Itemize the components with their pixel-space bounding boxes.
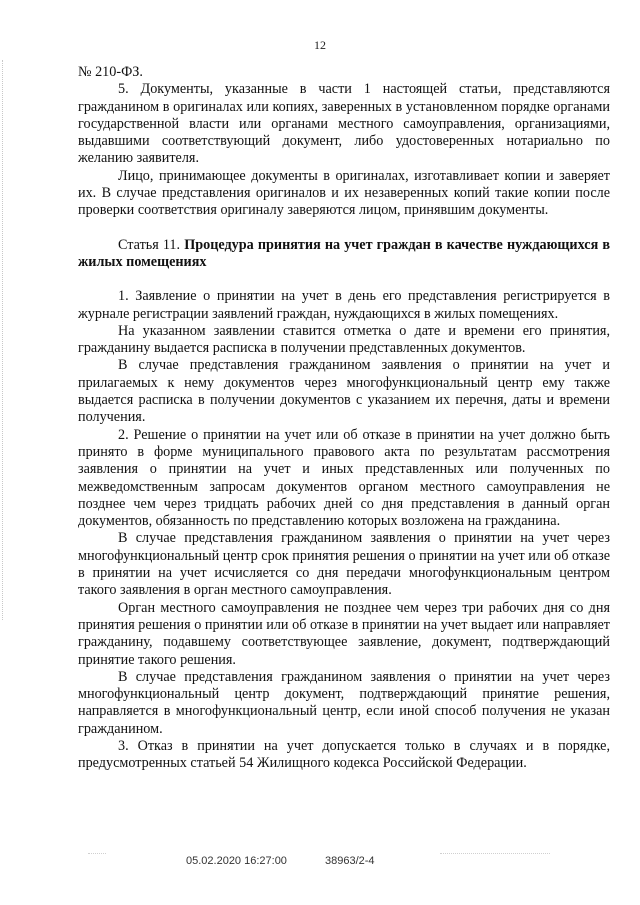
law-reference: № 210-ФЗ. xyxy=(78,64,143,80)
article-label: Статья 11. xyxy=(118,236,181,253)
scan-noise-artifact xyxy=(88,853,106,864)
scan-noise-artifact xyxy=(440,853,550,864)
footer-doc-number: 38963/2-4 xyxy=(325,855,375,867)
document-body xyxy=(78,64,610,773)
paragraph: 5. Документы, указанные в части 1 настоящей статьи, представляются гражданином в оригиналах или копиях, заверенных в установленном порядке органами государственной власти или органами местного самоуправления, организациями, выдавшими соответствующий документ, либо удостоверенных нотариально по желанию заявителя. xyxy=(78,81,610,167)
paragraph: 3. Отказ в принятии на учет допускается только в случаях и в порядке, предусмотренных статьей 54 Жилищного кодекса Российской Федерации. xyxy=(78,737,610,772)
paragraph: В случае представления гражданином заявления о принятии на учет и прилагаемых к нему документов через многофункциональный центр ему также выдается расписка в получении документов с указанием их перечня, даты и времени получения. xyxy=(78,357,610,426)
footer-timestamp: 05.02.2020 16:27:00 xyxy=(186,855,287,867)
page-number: 12 xyxy=(314,38,326,52)
paragraph: На указанном заявлении ставится отметка о дате и времени его принятия, гражданину выдается расписка в получении представленных документов. xyxy=(78,322,610,357)
scan-edge-artifact xyxy=(2,60,5,620)
article-title: Процедура принятия на учет граждан в качестве нуждающихся в жилых помещениях xyxy=(78,236,611,270)
paragraph: В случае представления гражданином заявления о принятии на учет через многофункциональный центр срок принятия решения о принятии на учет или об отказе в принятии на учет исчисляется со дня передачи многофункциональным центром такого заявления в орган местного самоуправления. xyxy=(78,530,610,599)
paragraph: 2. Решение о принятии на учет или об отказе в принятии на учет должно быть принято в форме муниципального правового акта по результатам рассмотрения заявления о принятии на учет и иных представленных или полученных по межведомственным запросам документов органом местного самоуправления не позднее чем через тридцать рабочих дней со дня представления в данный орган документов, обязанность по представлению которых возложена на гражданина. xyxy=(78,426,610,530)
paragraph: В случае представления гражданином заявления о принятии на учет через многофункциональный центр документ, подтверждающий принятие решения, направляется в многофункциональный центр, если иной способ получения не указан гражданином. xyxy=(78,668,610,737)
paragraph: Орган местного самоуправления не позднее чем через три рабочих дня со дня принятия решения о принятии или об отказе в принятии на учет выдает или направляет гражданину, подавшему соответствующее заявление, документ, подтверждающий принятие такого решения. xyxy=(78,599,610,668)
article-heading xyxy=(78,237,610,272)
paragraph: Лицо, принимающее документы в оригиналах, изготавливает копии и заверяет их. В случае представления оригиналов и их незаверенных копий такие копии после проверки соответствия оригиналу заверяются лицом, принявшим документы. xyxy=(78,167,610,219)
paragraph: 1. Заявление о принятии на учет в день его представления регистрируется в журнале регистрации заявлений граждан, нуждающихся в жилых помещениях. xyxy=(78,288,610,322)
